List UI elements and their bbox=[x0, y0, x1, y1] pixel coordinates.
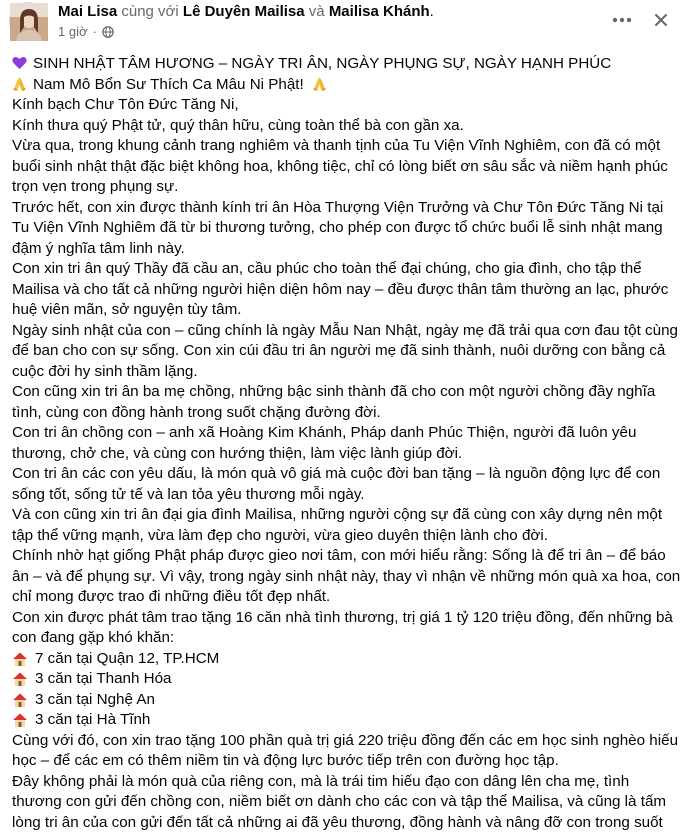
house-icon bbox=[12, 671, 28, 687]
prayer-text: Nam Mô Bổn Sư Thích Ca Mâu Ni Phật! bbox=[33, 76, 304, 93]
author-name[interactable]: Mai Lisa bbox=[58, 3, 117, 20]
paragraph: Vừa qua, trong khung cảnh trang nghiêm và thanh tịnh của Tu Viện Vĩnh Nghiêm, con đã có một buổi sinh nhật thật đặc biệt không hoa, không tiệc, chỉ có lòng biết ơn sâu sắc và niềm hạnh phúc trọn vẹn trong phụng sự. bbox=[12, 136, 682, 198]
close-icon bbox=[654, 13, 668, 27]
paragraph: Con xin được phát tâm trao tặng 16 căn nhà tình thương, trị giá 1 tỷ 120 triệu đồng, đến những bà con đang gặp khó khăn: bbox=[12, 608, 682, 649]
post-body bbox=[12, 54, 682, 833]
prayer-line bbox=[12, 75, 682, 96]
folded-hands-icon bbox=[312, 76, 327, 91]
paragraph: Và con cũng xin tri ân đại gia đình Mailisa, những người cộng sự đã cùng con xây dựng nên một tập thể vững mạnh, vừa làm đẹp cho người, vừa gieo duyên thiện lành cho đời. bbox=[12, 505, 682, 546]
paragraph: Chính nhờ hạt giống Phật pháp được gieo nơi tâm, con mới hiểu rằng: Sống là để tri ân – để báo ân – và để phụng sự. Vì vậy, trong ngày sinh nhật này, thay vì nhận về những món quà xa hoa, con chỉ mong được trao đi những điều tốt đẹp nhất. bbox=[12, 546, 682, 608]
house-icon bbox=[12, 712, 28, 728]
house-icon bbox=[12, 692, 28, 708]
globe-icon[interactable] bbox=[102, 26, 114, 38]
avatar[interactable] bbox=[9, 2, 47, 40]
paragraph: Con tri ân chồng con – anh xã Hoàng Kim Khánh, Pháp danh Phúc Thiện, người đã luôn yêu thương, chở che, và cùng con hướng thiện, làm việc lành giúp đời. bbox=[12, 423, 682, 464]
post-title-line bbox=[12, 54, 682, 75]
house-item-text: 3 căn tại Hà Tĩnh bbox=[35, 710, 150, 731]
folded-hands-icon bbox=[12, 76, 27, 91]
author-line bbox=[58, 3, 434, 21]
house-item-text: 3 căn tại Thanh Hóa bbox=[35, 669, 172, 690]
paragraph: Con tri ân các con yêu dấu, là món quà vô giá mà cuộc đời ban tặng – là nguồn động lực để con sống tốt, sống tử tế và lan tỏa yêu thương mỗi ngày. bbox=[12, 464, 682, 505]
house-icon bbox=[12, 651, 28, 667]
house-item-text: 7 căn tại Quận 12, TP.HCM bbox=[35, 649, 219, 670]
more-options-button[interactable] bbox=[607, 8, 637, 32]
more-dots-icon bbox=[612, 17, 632, 23]
time-line bbox=[58, 24, 434, 40]
house-item-text: 3 căn tại Nghệ An bbox=[35, 690, 155, 711]
post-meta bbox=[58, 3, 434, 40]
close-button[interactable] bbox=[648, 8, 674, 32]
paragraph: Ngày sinh nhật của con – cũng chính là ngày Mẫu Nan Nhật, ngày mẹ đã trải qua cơn đau tột cùng để ban cho con sự sống. Con xin cúi đầu tri ân người mẹ đã sinh thành, nuôi dưỡng con bằng cả cuộc đời hy sinh thầm lặng. bbox=[12, 321, 682, 383]
house-list-item bbox=[12, 649, 682, 670]
paragraph: Cùng với đó, con xin trao tặng 100 phần quà trị giá 220 triệu đồng đến các em học sinh nghèo hiếu học – để các em có thêm niềm tin và động lực bước tiếp trên con đường học tập. bbox=[12, 731, 682, 772]
paragraph: Đây không phải là món quà của riêng con, mà là trái tim hiếu đạo con dâng lên cha mẹ, tình thương con gửi đến chồng con, niềm biết ơn dành cho các con và tập thể Mailisa, và cũng là tấm lòng tri ân của con gửi đến tất cả những ai đã yêu thương, đồng hành và nâng đỡ con trong suốt bbox=[12, 772, 682, 833]
paragraph: Con cũng xin tri ân ba mẹ chồng, những bậc sinh thành đã cho con một người chồng đầy nghĩa tình, cùng con đồng hành trong suốt chặng đường đời. bbox=[12, 382, 682, 423]
with-text: cùng với bbox=[121, 3, 178, 20]
post-time[interactable]: 1 giờ bbox=[58, 24, 88, 40]
tagged-user-2[interactable]: Mailisa Khánh bbox=[329, 3, 430, 20]
house-list-item bbox=[12, 669, 682, 690]
paragraph: Kính bạch Chư Tôn Đức Tăng Ni, bbox=[12, 95, 682, 116]
paragraph: Kính thưa quý Phật tử, quý thân hữu, cùng toàn thể bà con gần xa. bbox=[12, 116, 682, 137]
avatar-image bbox=[10, 3, 48, 41]
purple-heart-icon bbox=[12, 56, 27, 70]
tag-end: . bbox=[430, 3, 434, 20]
post-header bbox=[0, 0, 686, 44]
house-list-item bbox=[12, 690, 682, 711]
post-title: SINH NHẬT TÂM HƯƠNG – NGÀY TRI ÂN, NGÀY PHỤNG SỰ, NGÀY HẠNH PHÚC bbox=[33, 55, 611, 72]
tagged-user-1[interactable]: Lê Duyên Mailisa bbox=[183, 3, 305, 20]
paragraph: Trước hết, con xin được thành kính tri ân Hòa Thượng Viện Trưởng và Chư Tôn Đức Tăng Ni tại Tu Viện Vĩnh Nghiêm đã từ bi thương tưởng, cho phép con được tổ chức buổi lễ sinh nhật mang đậm ý nghĩa tâm linh này. bbox=[12, 198, 682, 260]
house-list-item bbox=[12, 710, 682, 731]
paragraph: Con xin tri ân quý Thầy đã cầu an, cầu phúc cho toàn thể đại chúng, cho gia đình, cho tập thể Mailisa và cho tất cả những người hiện diện hôm nay – đều được thân tâm thường an lạc, phước huệ viên mãn, sở nguyện tùy tâm. bbox=[12, 259, 682, 321]
and-text: và bbox=[309, 3, 325, 20]
separator-dot: · bbox=[93, 24, 97, 40]
